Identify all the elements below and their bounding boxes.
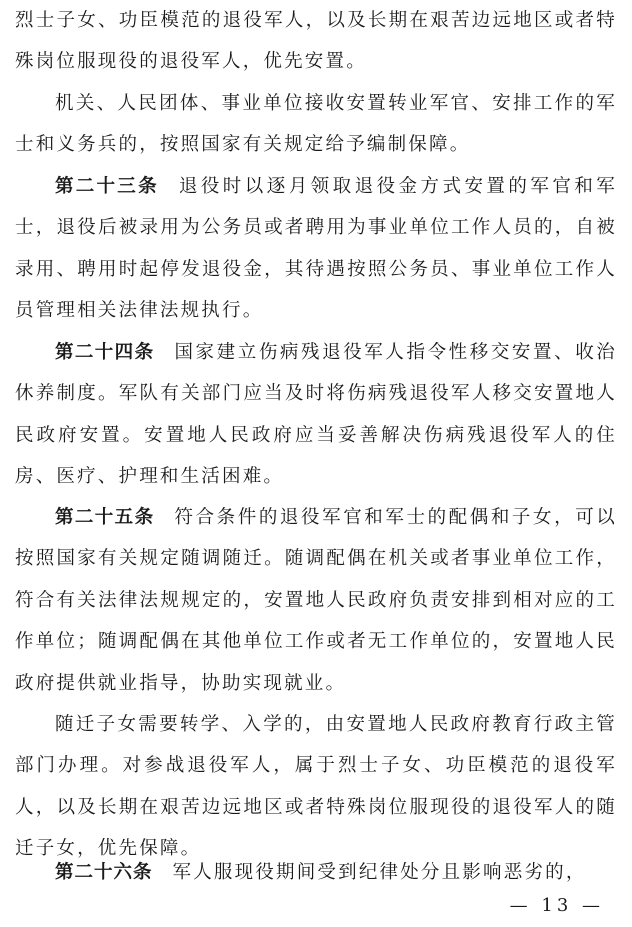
article-heading: 第二十四条 xyxy=(55,342,155,363)
paragraph-text: 随迁子女需要转学、入学的，由安置地人民政府教育行政主管部门办理。对参战退役军人，属于烈士子女、功臣模范的退役军人，以及长期在艰苦边远地区或者特殊岗位服现役的退役军人的随迁子女，优先保障。 xyxy=(15,714,617,860)
paragraph-text: 烈士子女、功臣模范的退役军人，以及长期在艰苦边远地区或者特殊岗位服现役的退役军人，优先安置。 xyxy=(15,10,617,73)
article-text: 军人服现役期间受到纪律处分且影响恶劣的， xyxy=(172,862,587,883)
article-text: 符合条件的退役军官和军士的配偶和子女，可以按照国家有关规定随调随迁。随调配偶在机关或者事业单位工作，符合有关法律法规规定的，安置地人民政府负责安排到相对应的工作单位；随调配偶在其他单位工作或者无工作单位的，安置地人民政府提供就业指导，协助实现就业。 xyxy=(15,507,617,694)
paragraph-text: 机关、人民团体、事业单位接收安置转业军官、安排工作的军士和义务兵的，按照国家有关规定给予编制保障。 xyxy=(15,93,617,156)
page-number: — 13 — xyxy=(509,895,604,916)
article-23 xyxy=(15,166,617,332)
paragraph-staffing-guarantee xyxy=(15,83,617,166)
article-heading: 第二十五条 xyxy=(55,507,155,528)
article-heading: 第二十六条 xyxy=(55,862,153,883)
article-text: 国家建立伤病残退役军人指令性移交安置、收治休养制度。军队有关部门应当及时将伤病残退役军人移交安置地人民政府安置。安置地人民政府应当妥善解决伤病残退役军人的住房、医疗、护理和生活困难。 xyxy=(15,342,617,488)
article-26 xyxy=(15,852,617,893)
article-text: 退役时以逐月领取退役金方式安置的军官和军士，退役后被录用为公务员或者聘用为事业单位工作人员的，自被录用、聘用时起停发退役金，其待遇按照公务员、事业单位工作人员管理相关法律法规执行。 xyxy=(15,176,617,322)
article-25 xyxy=(15,497,617,704)
article-24 xyxy=(15,332,617,498)
paragraph-continuation xyxy=(15,0,617,83)
paragraph-children-schooling xyxy=(15,704,617,870)
article-heading: 第二十三条 xyxy=(55,176,159,197)
